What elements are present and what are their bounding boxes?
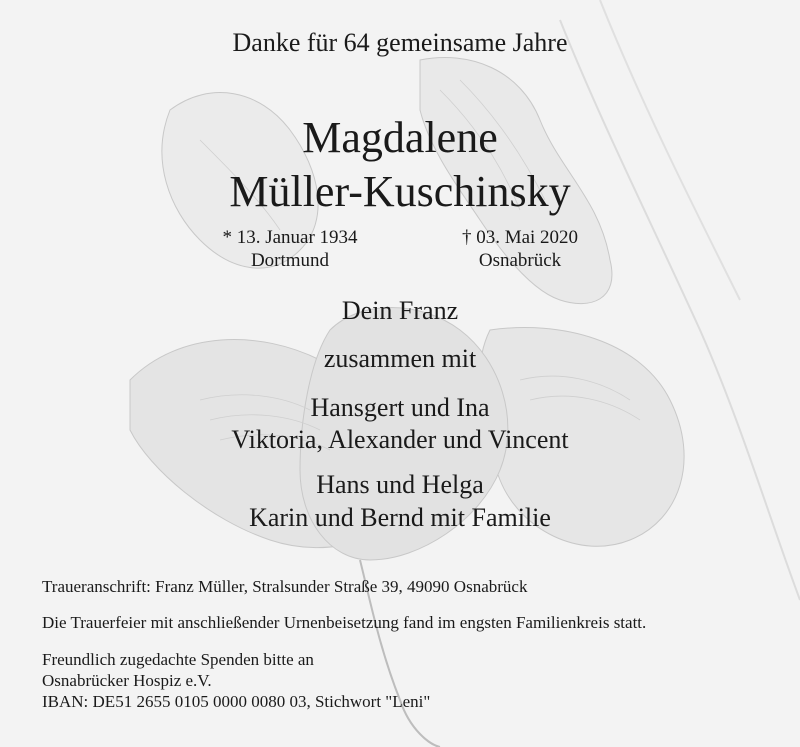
thanks-heading: Danke für 64 gemeinsame Jahre bbox=[232, 28, 568, 57]
donation-line-2: Osnabrücker Hospiz e.V. bbox=[42, 671, 212, 690]
mourner-line-6: Karin und Bernd mit Familie bbox=[249, 503, 551, 532]
deceased-first-name: Magdalene bbox=[302, 113, 498, 162]
mourner-line-3: Hansgert und Ina bbox=[310, 393, 490, 422]
mourning-address: Traueranschrift: Franz Müller, Stralsunder Straße 39, 49090 Osnabrück bbox=[42, 577, 528, 596]
mourner-line-5: Hans und Helga bbox=[316, 470, 484, 499]
death-info bbox=[430, 226, 610, 272]
mourner-line-1: Dein Franz bbox=[341, 296, 459, 325]
donation-line-3: IBAN: DE51 2655 0105 0000 0080 03, Stichwort "Leni" bbox=[42, 692, 431, 711]
deceased-last-name: Müller-Kuschinsky bbox=[229, 167, 571, 216]
donation-line-1: Freundlich zugedachte Spenden bitte an bbox=[42, 650, 314, 669]
birth-info bbox=[200, 226, 380, 272]
birth-date: * 13. Januar 1934 bbox=[222, 227, 358, 248]
birth-place: Dortmund bbox=[250, 250, 330, 271]
death-date: † 03. Mai 2020 bbox=[461, 227, 579, 248]
mourner-line-2: zusammen mit bbox=[323, 344, 477, 373]
mourner-line-4: Viktoria, Alexander und Vincent bbox=[231, 425, 569, 454]
death-place: Osnabrück bbox=[478, 250, 562, 271]
ceremony-note: Die Trauerfeier mit anschließender Urnenbeisetzung fand im engsten Familienkreis statt. bbox=[42, 613, 647, 632]
